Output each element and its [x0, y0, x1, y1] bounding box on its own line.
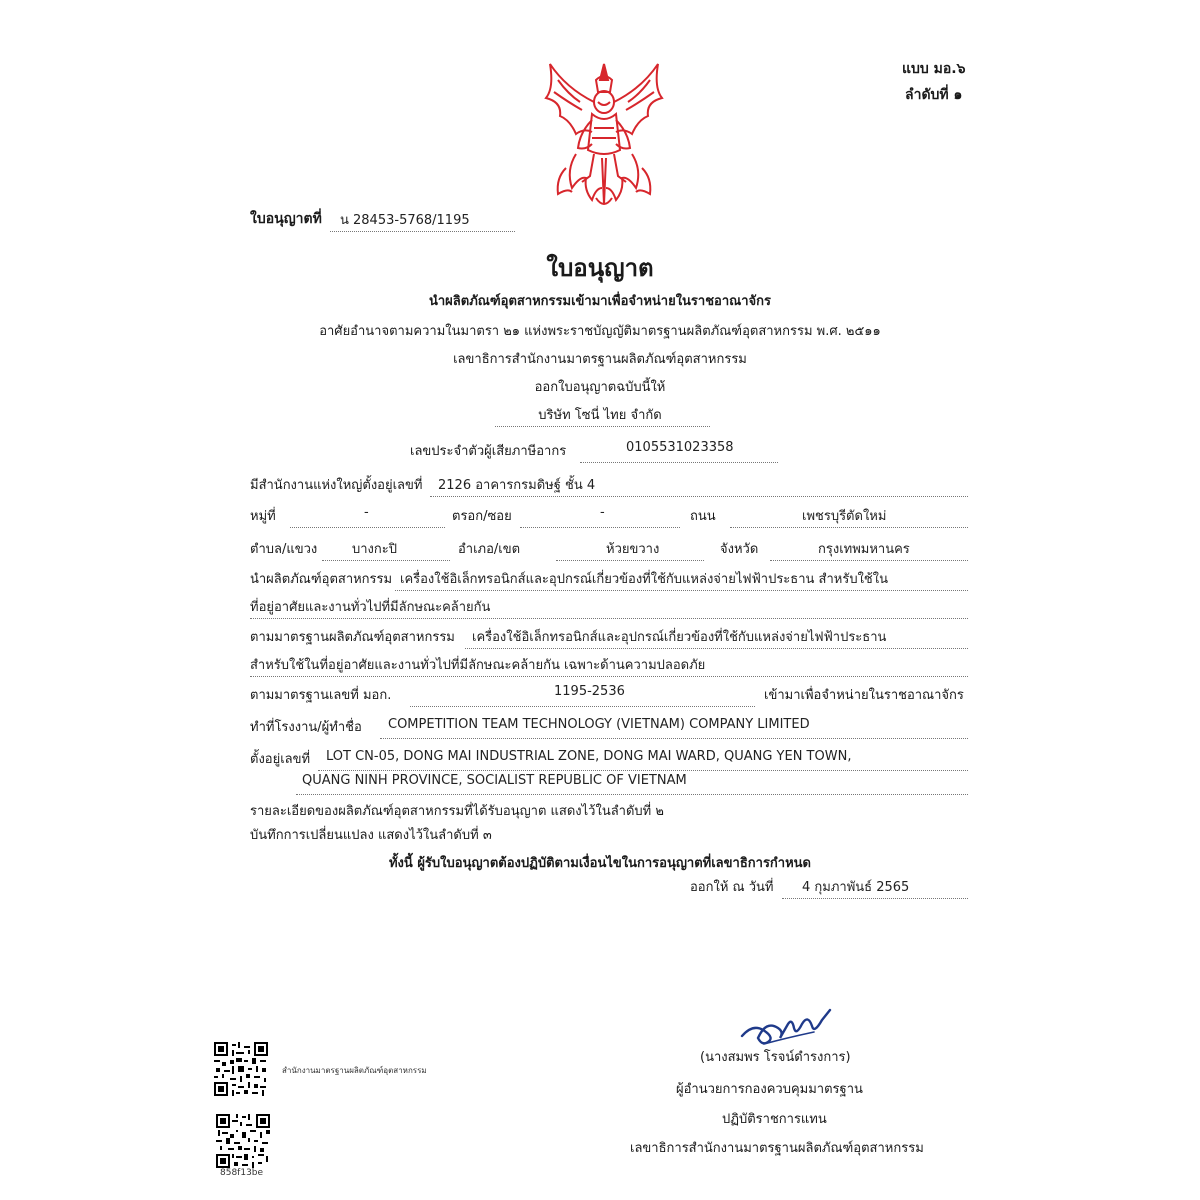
- road-dotline: [730, 527, 968, 528]
- qr-code-secondary-icon: [216, 1114, 270, 1168]
- secretary-line: เลขาธิการสำนักงานมาตรฐานผลิตภัณฑ์อุตสาหกรรม: [453, 352, 747, 367]
- factory-address-dotline2: [296, 794, 968, 795]
- company-name: บริษัท โซนี่ ไทย จำกัด: [538, 408, 662, 423]
- standard-line1: เครื่องใช้อิเล็กทรอนิกส์และอุปกรณ์เกี่ยวข้องที่ใช้กับแหล่งจ่ายไฟฟ้าประธาน: [472, 630, 887, 645]
- subdistrict-value: บางกะปิ: [352, 542, 398, 557]
- district-value: ห้วยขวาง: [606, 542, 660, 557]
- signatory-office: เลขาธิการสำนักงานมาตรฐานผลิตภัณฑ์อุตสาหกรรม: [630, 1141, 924, 1156]
- sequence-number: ลำดับที่ ๑: [905, 87, 963, 103]
- issue-date-dotline: [782, 898, 968, 899]
- moo-dotline: [290, 527, 445, 528]
- issue-date-value: 4 กุมภาพันธ์ 2565: [802, 880, 910, 895]
- standard-dotline1: [465, 648, 968, 649]
- subdistrict-label: ตำบล/แขวง: [250, 542, 318, 557]
- issue-to-line: ออกใบอนุญาตฉบับนี้ให้: [534, 380, 666, 395]
- issue-date-label: ออกให้ ณ วันที่: [690, 880, 774, 895]
- company-dotline: [495, 426, 710, 427]
- tax-id-label: เลขประจำตัวผู้เสียภาษีอากร: [410, 444, 567, 459]
- hq-address-label: มีสำนักงานแห่งใหญ่ตั้งอยู่เลขที่: [250, 478, 423, 493]
- province-label: จังหวัด: [720, 542, 759, 557]
- garuda-emblem-icon: [536, 58, 672, 214]
- road-label: ถนน: [690, 509, 716, 524]
- standard-number-value: 1195-2536: [554, 684, 625, 699]
- province-dotline: [770, 560, 968, 561]
- license-number-value: น 28453-5768/1195: [340, 213, 470, 228]
- detail-note: รายละเอียดของผลิตภัณฑ์อุตสาหกรรมที่ได้รับอนุญาต แสดงไว้ในลำดับที่ ๒: [250, 804, 664, 819]
- factory-address-label: ตั้งอยู่เลขที่: [250, 752, 311, 767]
- document-subtitle: นำผลิตภัณฑ์อุตสาหกรรมเข้ามาเพื่อจำหน่ายในราชอาณาจักร: [429, 294, 771, 309]
- soi-value: -: [600, 505, 605, 520]
- document-title: ใบอนุญาต: [546, 254, 654, 282]
- signature-image: [736, 1002, 836, 1048]
- product-dotline2: [250, 618, 968, 619]
- standard-dotline2: [250, 676, 968, 677]
- signatory-position: ผู้อำนวยการกองควบคุมมาตรฐาน: [676, 1082, 863, 1097]
- tax-id-dotline: [580, 462, 778, 463]
- signatory-name: (นางสมพร โรจน์ดำรงการ): [700, 1050, 851, 1065]
- changes-note: บันทึกการเปลี่ยนแปลง แสดงไว้ในลำดับที่ ๓: [250, 828, 492, 843]
- factory-dotline: [380, 738, 968, 739]
- standard-line2: สำหรับใช้ในที่อยู่อาศัยและงานทั่วไปที่มีลักษณะคล้ายกัน เฉพาะด้านความปลอดภัย: [250, 658, 706, 673]
- factory-address-line2: QUANG NINH PROVINCE, SOCIALIST REPUBLIC OF VIETNAM: [302, 773, 687, 788]
- authority-line: อาศัยอำนาจตามความในมาตรา ๒๑ แห่งพระราชบัญญัติมาตรฐานผลิตภัณฑ์อุตสาหกรรม พ.ศ. ๒๕๑๑: [319, 324, 881, 339]
- factory-name: COMPETITION TEAM TECHNOLOGY (VIETNAM) COMPANY LIMITED: [388, 717, 810, 732]
- moo-label: หมู่ที่: [250, 509, 276, 524]
- subdistrict-dotline: [322, 560, 450, 561]
- license-number-dotline: [330, 231, 515, 232]
- product-line2: ที่อยู่อาศัยและงานทั่วไปที่มีลักษณะคล้ายกัน: [250, 600, 491, 615]
- product-dotline1: [395, 590, 968, 591]
- hq-dotline: [430, 496, 968, 497]
- license-number-label: ใบอนุญาตที่: [250, 211, 322, 227]
- tax-id-value: 0105531023358: [626, 440, 734, 455]
- district-dotline: [556, 560, 704, 561]
- standard-label: ตามมาตรฐานผลิตภัณฑ์อุตสาหกรรม: [250, 630, 455, 645]
- factory-address-line1: LOT CN-05, DONG MAI INDUSTRIAL ZONE, DONG MAI WARD, QUANG YEN TOWN,: [326, 749, 852, 764]
- soi-label: ตรอก/ซอย: [452, 509, 512, 524]
- factory-address-dotline1: [318, 770, 968, 771]
- qr-caption: สำนักงานมาตรฐานผลิตภัณฑ์อุตสาหกรรม: [282, 1066, 427, 1075]
- road-value: เพชรบุรีตัดใหม่: [802, 509, 887, 524]
- province-value: กรุงเทพมหานคร: [818, 542, 910, 557]
- standard-number-suffix: เข้ามาเพื่อจำหน่ายในราชอาณาจักร: [764, 688, 964, 703]
- signatory-acting: ปฏิบัติราชการแทน: [722, 1112, 827, 1127]
- product-line1: เครื่องใช้อิเล็กทรอนิกส์และอุปกรณ์เกี่ยวข้องที่ใช้กับแหล่งจ่ายไฟฟ้าประธาน สำหรับใช้ใน: [400, 572, 888, 587]
- qr-code-id: 858f13be: [220, 1168, 264, 1178]
- standard-number-dotline: [410, 706, 755, 707]
- form-code: แบบ มอ.๖: [902, 61, 966, 77]
- moo-value: -: [364, 505, 369, 520]
- condition-note: ทั้งนี้ ผู้รับใบอนุญาตต้องปฏิบัติตามเงื่อนไขในการอนุญาตที่เลขาธิการกำหนด: [388, 856, 811, 871]
- district-label: อำเภอ/เขต: [458, 542, 521, 557]
- soi-dotline: [520, 527, 680, 528]
- factory-label: ทำที่โรงงาน/ผู้ทำชื่อ: [250, 720, 362, 735]
- product-label: นำผลิตภัณฑ์อุตสาหกรรม: [250, 572, 393, 587]
- qr-code-icon: [214, 1042, 268, 1096]
- standard-number-label: ตามมาตรฐานเลขที่ มอก.: [250, 688, 392, 703]
- hq-address-value: 2126 อาคารกรมดิษฐ์ ชั้น 4: [438, 478, 596, 493]
